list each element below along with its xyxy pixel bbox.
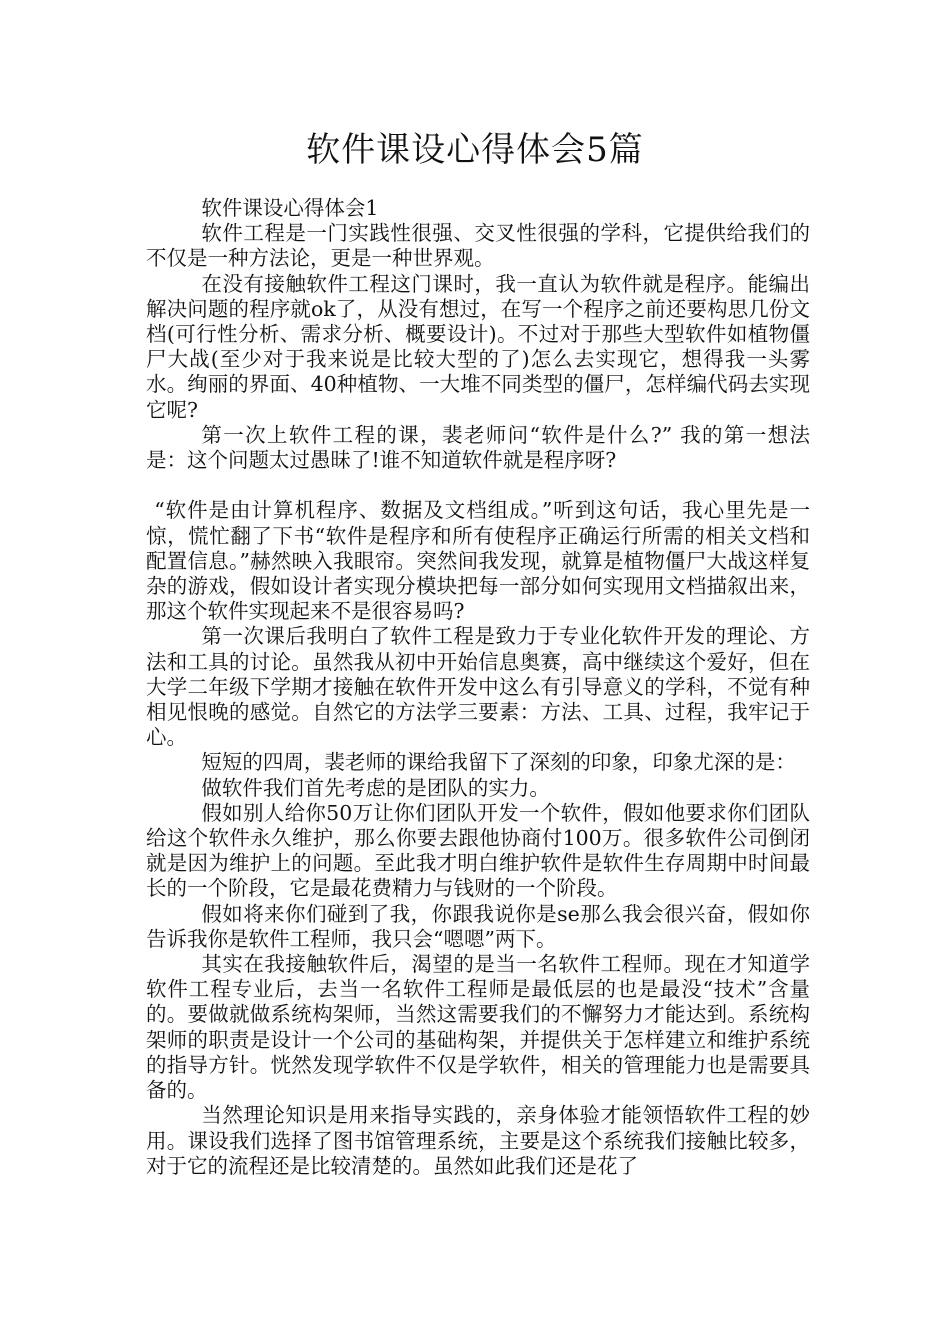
document-body [146, 196, 810, 1179]
paragraph: “软件是由计算机程序、数据及文档组成。”听到这句话，我心里先是一惊，慌忙翻了下书“软件是程序和所有使程序正确运行所需的相关文档和配置信息。”赫然映入我眼帘。突然间我发现，就算是植物僵尸大战这样复杂的游戏，假如设计者实现分模块把每一部分如何实现用文档描叙出来，那这个软件实现起来不是很容易吗? [146, 498, 810, 624]
document-title: 软件课设心得体会5篇 [306, 130, 644, 170]
paragraph: 当然理论知识是用来指导实践的，亲身体验才能领悟软件工程的妙用。课设我们选择了图书馆管理系统，主要是这个系统我们接触比较多，对于它的流程还是比较清楚的。虽然如此我们还是花了 [146, 1103, 810, 1178]
blank-line [146, 473, 810, 498]
paragraph: 第一次课后我明白了软件工程是致力于专业化软件开发的理论、方法和工具的讨论。虽然我从初中开始信息奥赛，高中继续这个爱好，但在大学二年级下学期才接触在软件开发中这么有引导意义的学科，不觉有种相见恨晚的感觉。自然它的方法学三要素：方法、工具、过程，我牢记于心。 [146, 624, 810, 750]
paragraph: 假如别人给你50万让你们团队开发一个软件，假如他要求你们团队给这个软件永久维护，那么你要去跟他协商付100万。很多软件公司倒闭就是因为维护上的问题。至此我才明白维护软件是软件生存周期中时间最长的一个阶段，它是最花费精力与钱财的一个阶段。 [146, 800, 810, 901]
paragraph: 短短的四周，裴老师的课给我留下了深刻的印象，印象尤深的是： [201, 750, 796, 775]
paragraph: 假如将来你们碰到了我，你跟我说你是se那么我会很兴奋，假如你告诉我你是软件工程师，我只会“嗯嗯”两下。 [146, 901, 810, 951]
paragraph: 在没有接触软件工程这门课时，我一直认为软件就是程序。能编出解决问题的程序就ok了，从没有想过，在写一个程序之前还要构思几份文档(可行性分析、需求分析、概要设计)。不过对于那些大型软件如植物僵尸大战(至少对于我来说是比较大型的了)怎么去实现它，想得我一头雾水。绚丽的界面、40种植物、一大堆不同类型的僵尸，怎样编代码去实现它呢? [146, 271, 810, 422]
paragraph: 其实在我接触软件后，渴望的是当一名软件工程师。现在才知道学软件工程专业后，去当一名软件工程师是最低层的也是最没“技术”含量的。要做就做系统构架师，当然这需要我们的不懈努力才能达到。系统构架师的职责是设计一个公司的基础构架，并提供关于怎样建立和维护系统的指导方针。恍然发现学软件不仅是学软件，相关的管理能力也是需要具备的。 [146, 952, 810, 1103]
paragraph: 第一次上软件工程的课，裴老师问“软件是什么?” 我的第一想法是：这个问题太过愚昧了!谁不知道软件就是程序呀? [146, 422, 810, 473]
paragraph: 做软件我们首先考虑的是团队的实力。 [201, 775, 550, 800]
paragraph: 软件工程是一门实践性很强、交叉性很强的学科，它提供给我们的不仅是一种方法论，更是一种世界观。 [146, 221, 810, 271]
section-heading: 软件课设心得体会1 [201, 196, 379, 220]
